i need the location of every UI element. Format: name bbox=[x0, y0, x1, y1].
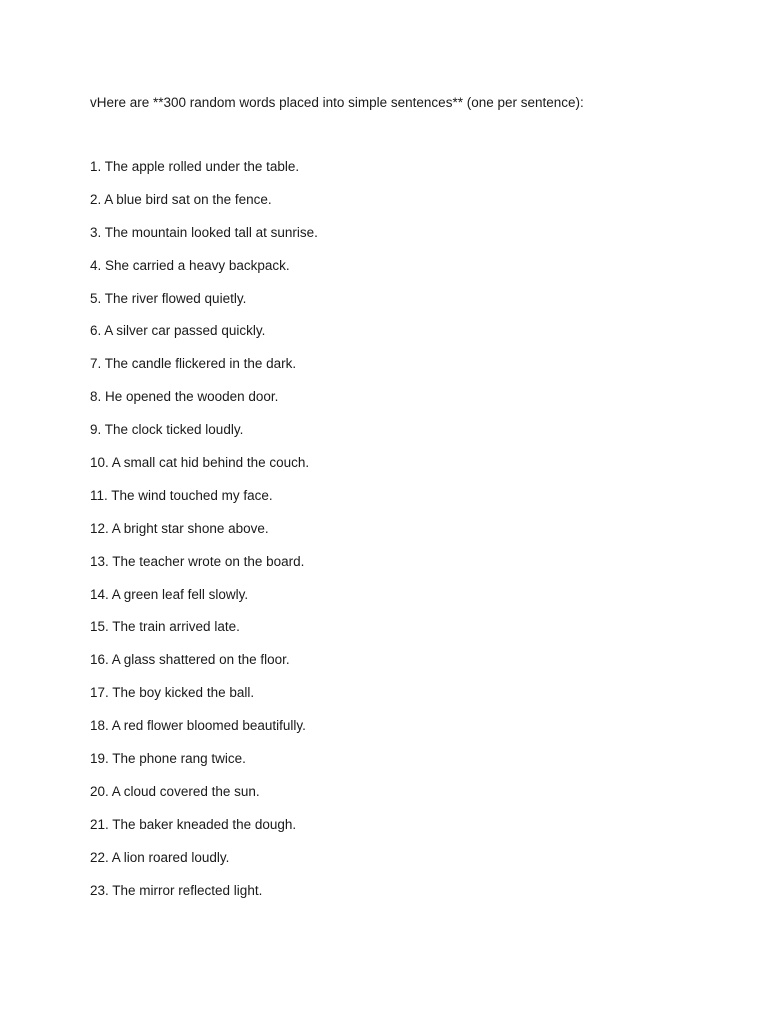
list-item: 3. The mountain looked tall at sunrise. bbox=[90, 224, 318, 240]
list-item: 20. A cloud covered the sun. bbox=[90, 783, 260, 799]
list-item: 13. The teacher wrote on the board. bbox=[90, 553, 305, 569]
list-item: 5. The river flowed quietly. bbox=[90, 290, 247, 306]
list-item: 18. A red flower bloomed beautifully. bbox=[90, 718, 306, 734]
list-item: 10. A small cat hid behind the couch. bbox=[90, 455, 310, 471]
list-item: 23. The mirror reflected light. bbox=[90, 882, 263, 898]
list-item: 19. The phone rang twice. bbox=[90, 751, 246, 767]
list-item: 8. He opened the wooden door. bbox=[90, 389, 279, 405]
list-item: 21. The baker kneaded the dough. bbox=[90, 816, 297, 832]
list-item: 6. A silver car passed quickly. bbox=[90, 323, 266, 339]
intro-text: vHere are **300 random words placed into simple sentences** (one per sentence): bbox=[90, 95, 584, 110]
list-item: 17. The boy kicked the ball. bbox=[90, 685, 255, 701]
list-item: 15. The train arrived late. bbox=[90, 619, 240, 635]
list-item: 12. A bright star shone above. bbox=[90, 520, 269, 536]
list-item: 16. A glass shattered on the floor. bbox=[90, 652, 290, 668]
list-item: 14. A green leaf fell slowly. bbox=[90, 586, 249, 602]
list-item: 1. The apple rolled under the table. bbox=[90, 159, 300, 174]
list-item: 2. A blue bird sat on the fence. bbox=[90, 191, 272, 207]
list-item: 11. The wind touched my face. bbox=[90, 487, 273, 503]
list-item: 9. The clock ticked loudly. bbox=[90, 422, 244, 438]
sentence-list bbox=[90, 158, 318, 914]
list-item: 22. A lion roared loudly. bbox=[90, 849, 230, 865]
list-item: 4. She carried a heavy backpack. bbox=[90, 257, 290, 273]
list-item: 7. The candle flickered in the dark. bbox=[90, 356, 297, 372]
